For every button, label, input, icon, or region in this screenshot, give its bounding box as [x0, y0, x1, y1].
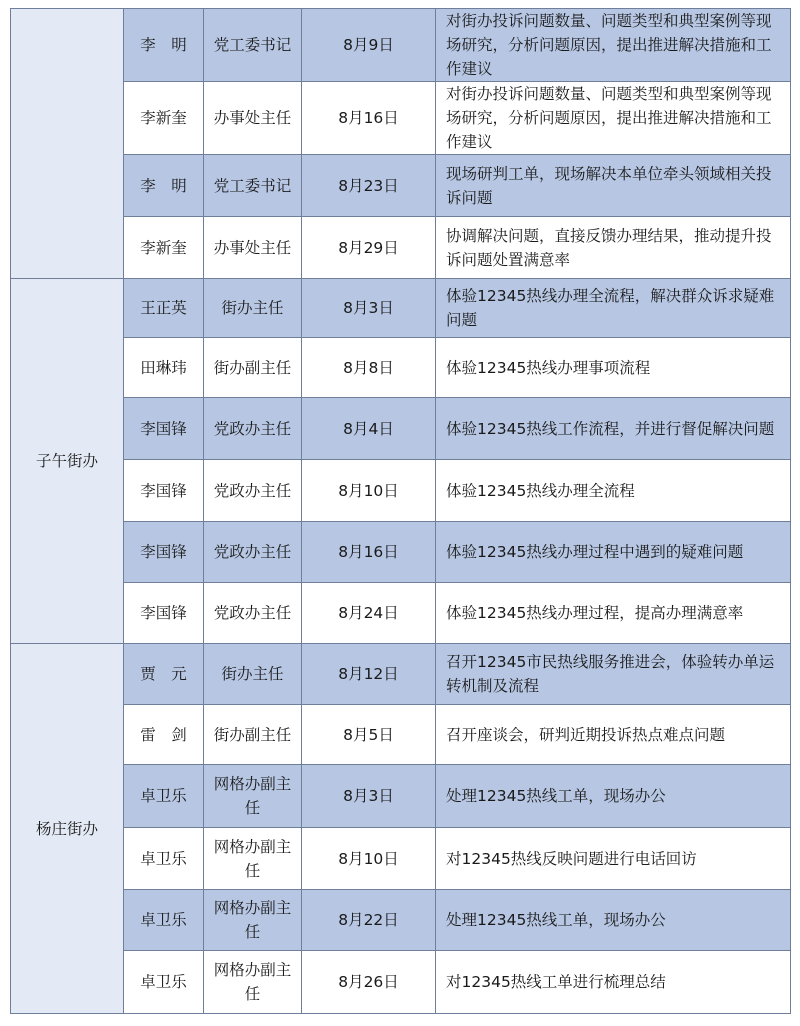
- visit-date: 8月12日: [302, 644, 436, 705]
- position-title: 街办副主任: [204, 338, 302, 398]
- task-description: 体验12345热线办理全流程: [436, 460, 791, 522]
- task-description: 体验12345热线办理事项流程: [436, 338, 791, 398]
- visit-date: 8月22日: [302, 890, 436, 951]
- person-name: 李新奎: [124, 82, 204, 155]
- visit-date: 8月29日: [302, 217, 436, 279]
- position-title: 办事处主任: [204, 82, 302, 155]
- person-name: 卓卫乐: [124, 765, 204, 828]
- task-description: 对街办投诉问题数量、问题类型和典型案例等现场研究，分析问题原因，提出推进解决措施和工作建议: [436, 82, 791, 155]
- visit-date: 8月10日: [302, 460, 436, 522]
- position-title: 党工委书记: [204, 9, 302, 82]
- position-title: 党政办主任: [204, 522, 302, 583]
- position-title: 党政办主任: [204, 398, 302, 460]
- task-description: 处理12345热线工单，现场办公: [436, 890, 791, 951]
- position-title: 网格办副主任: [204, 890, 302, 951]
- table-row: [11, 765, 791, 828]
- district-cell: 子午街办: [11, 279, 124, 644]
- task-description: 召开12345市民热线服务推进会，体验转办单运转机制及流程: [436, 644, 791, 705]
- visit-date: 8月3日: [302, 765, 436, 828]
- table-row: [11, 398, 791, 460]
- position-title: 网格办副主任: [204, 765, 302, 828]
- person-name: 贾 元: [124, 644, 204, 705]
- visit-date: 8月10日: [302, 828, 436, 890]
- person-name: 卓卫乐: [124, 951, 204, 1014]
- person-name: 李国锋: [124, 398, 204, 460]
- district-cell: [11, 9, 124, 279]
- person-name: 雷 剑: [124, 705, 204, 765]
- task-description: 体验12345热线办理过程，提高办理满意率: [436, 583, 791, 644]
- visit-date: 8月23日: [302, 155, 436, 217]
- visit-date: 8月9日: [302, 9, 436, 82]
- table-row: [11, 217, 791, 279]
- position-title: 办事处主任: [204, 217, 302, 279]
- duty-schedule-table: [10, 8, 791, 1014]
- table-row: [11, 951, 791, 1014]
- visit-date: 8月16日: [302, 522, 436, 583]
- person-name: 王正英: [124, 279, 204, 338]
- task-description: 对12345热线反映问题进行电话回访: [436, 828, 791, 890]
- table-row: [11, 155, 791, 217]
- position-title: 党工委书记: [204, 155, 302, 217]
- table-row: [11, 583, 791, 644]
- visit-date: 8月26日: [302, 951, 436, 1014]
- table-row: [11, 82, 791, 155]
- task-description: 召开座谈会，研判近期投诉热点难点问题: [436, 705, 791, 765]
- task-description: 协调解决问题，直接反馈办理结果，推动提升投诉问题处置满意率: [436, 217, 791, 279]
- visit-date: 8月3日: [302, 279, 436, 338]
- person-name: 李 明: [124, 155, 204, 217]
- visit-date: 8月8日: [302, 338, 436, 398]
- table-row: [11, 705, 791, 765]
- person-name: 李国锋: [124, 583, 204, 644]
- task-description: 体验12345热线办理过程中遇到的疑难问题: [436, 522, 791, 583]
- position-title: 党政办主任: [204, 460, 302, 522]
- task-description: 对街办投诉问题数量、问题类型和典型案例等现场研究，分析问题原因，提出推进解决措施和工作建议: [436, 9, 791, 82]
- person-name: 卓卫乐: [124, 890, 204, 951]
- position-title: 党政办主任: [204, 583, 302, 644]
- task-description: 处理12345热线工单，现场办公: [436, 765, 791, 828]
- position-title: 街办主任: [204, 279, 302, 338]
- person-name: 李国锋: [124, 522, 204, 583]
- table-row: [11, 522, 791, 583]
- person-name: 李 明: [124, 9, 204, 82]
- task-description: 体验12345热线工作流程，并进行督促解决问题: [436, 398, 791, 460]
- table-row: [11, 644, 791, 705]
- person-name: 田琳玮: [124, 338, 204, 398]
- visit-date: 8月5日: [302, 705, 436, 765]
- person-name: 卓卫乐: [124, 828, 204, 890]
- position-title: 网格办副主任: [204, 951, 302, 1014]
- task-description: 现场研判工单，现场解决本单位牵头领域相关投诉问题: [436, 155, 791, 217]
- table-row: [11, 460, 791, 522]
- visit-date: 8月16日: [302, 82, 436, 155]
- visit-date: 8月4日: [302, 398, 436, 460]
- table-row: [11, 338, 791, 398]
- district-cell: 杨庄街办: [11, 644, 124, 1014]
- person-name: 李国锋: [124, 460, 204, 522]
- table-body: [11, 9, 791, 1014]
- table-row: [11, 828, 791, 890]
- table-row: [11, 890, 791, 951]
- task-description: 体验12345热线办理全流程，解决群众诉求疑难问题: [436, 279, 791, 338]
- position-title: 网格办副主任: [204, 828, 302, 890]
- person-name: 李新奎: [124, 217, 204, 279]
- table-row: [11, 9, 791, 82]
- position-title: 街办副主任: [204, 705, 302, 765]
- task-description: 对12345热线工单进行梳理总结: [436, 951, 791, 1014]
- position-title: 街办主任: [204, 644, 302, 705]
- table-row: [11, 279, 791, 338]
- visit-date: 8月24日: [302, 583, 436, 644]
